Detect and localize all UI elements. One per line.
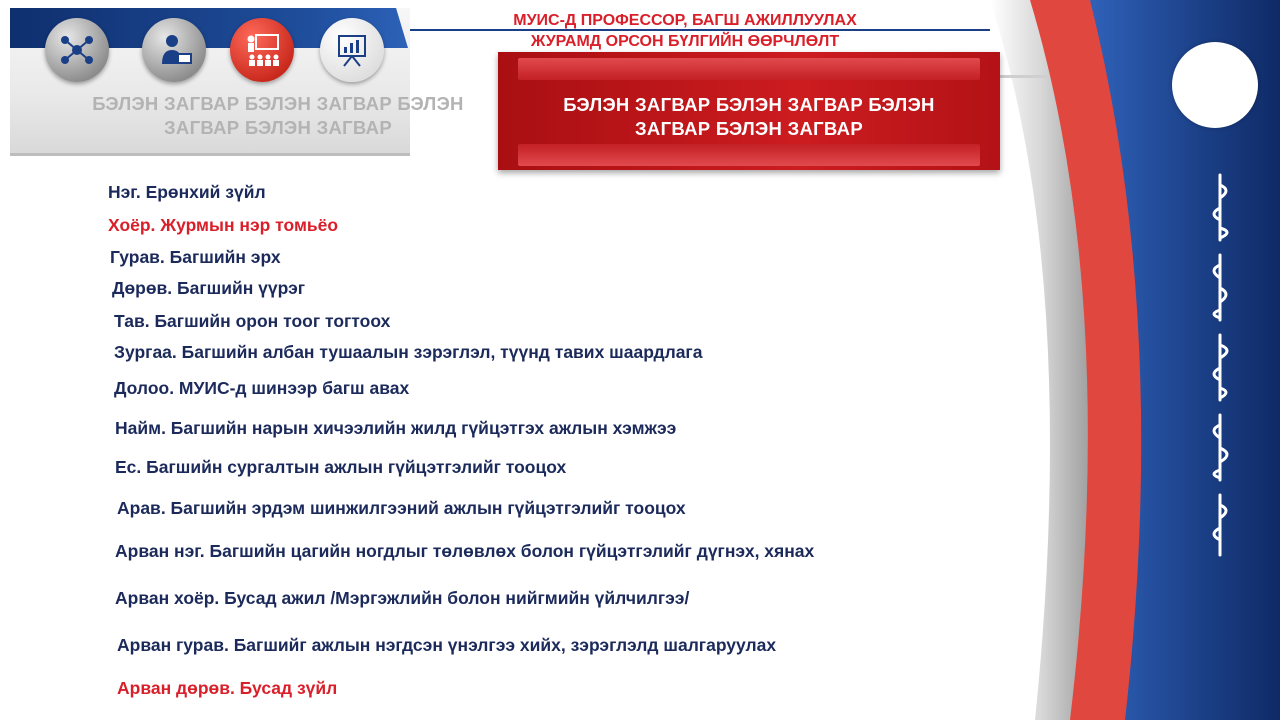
mongolian-script-icon	[1190, 170, 1250, 560]
list-item[interactable]: Арван гурав. Багшийг ажлын нэгдсэн үнэлгээ хийх, зэрэглэлд шалгаруулах	[117, 635, 777, 655]
chart-board-icon	[320, 18, 384, 82]
list-item[interactable]: Дөрөв. Багшийн үүрэг	[112, 278, 306, 298]
list-item[interactable]: Арван нэг. Багшийн цагийн ногдлыг төлөвлөх болон гүйцэтгэлийг дүгнэх, хянах	[115, 541, 815, 561]
list-item[interactable]: Гурав. Багшийн эрх	[110, 247, 281, 267]
banner-text-line1: БЭЛЭН ЗАГВАР БЭЛЭН ЗАГВАР БЭЛЭН	[563, 94, 935, 115]
list-item[interactable]: Долоо. МУИС-д шинээр багш авах	[114, 378, 410, 398]
list-item[interactable]: Арав. Багшийн эрдэм шинжилгээний ажлын гүйцэтгэлийг тооцох	[117, 498, 686, 518]
list-item[interactable]: Зургаа. Багшийн албан тушаалын зэрэглэл, түүнд тавих шаардлага	[114, 342, 703, 362]
list-item[interactable]: Хоёр. Журмын нэр томьёо	[108, 215, 339, 235]
list-item[interactable]: Тав. Багшийн орон тоог тогтоох	[114, 311, 391, 331]
presentation-class-icon	[230, 18, 294, 82]
panel-text-line1: БЭЛЭН ЗАГВАР БЭЛЭН ЗАГВАР БЭЛЭН	[92, 93, 464, 114]
page-title-line1: МУИС-Д ПРОФЕССОР, БАГШ АЖИЛЛУУЛАХ	[513, 12, 857, 29]
panel-text-line2: ЗАГВАР БЭЛЭН ЗАГВАР	[164, 117, 392, 138]
list-item[interactable]: Ес. Багшийн сургалтын ажлын гүйцэтгэлийг тооцох	[115, 457, 567, 477]
network-icon	[45, 18, 109, 82]
teacher-computer-icon	[142, 18, 206, 82]
banner-text	[498, 93, 1000, 141]
list-item[interactable]: Арван хоёр. Бусад ажил /Мэргэжлийн болон нийгмийн үйлчилгээ/	[115, 588, 690, 608]
list-item[interactable]: Арван дөрөв. Бусад зүйл	[117, 678, 338, 698]
page-title-line2: ЖУРАМД ОРСОН БҮЛГИЙН ӨӨРЧЛӨЛТ	[530, 33, 840, 50]
list-item[interactable]: Найм. Багшийн нарын хичээлийн жилд гүйцэтгэх ажлын хэмжээ	[115, 418, 677, 438]
banner-text-line2: ЗАГВАР БЭЛЭН ЗАГВАР	[635, 118, 863, 139]
page-title	[470, 10, 900, 52]
panel-placeholder-text	[58, 92, 498, 140]
heading-accent-line	[1000, 75, 1050, 78]
university-logo	[1172, 42, 1258, 128]
list-item[interactable]: Нэг. Ерөнхий зүйл	[108, 182, 266, 202]
